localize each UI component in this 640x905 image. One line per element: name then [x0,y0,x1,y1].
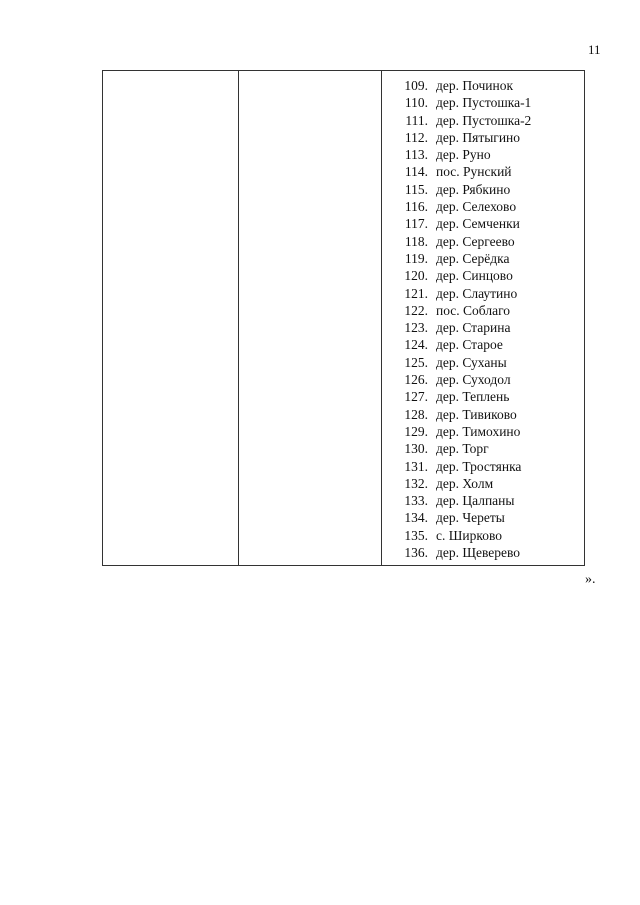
list-item [382,94,584,111]
item-number: 125. [404,354,428,370]
list-item [382,458,584,475]
item-number: 114. [404,164,428,180]
item-name: дер. Старое [436,337,503,353]
item-number: 122. [404,302,428,318]
item-number: 136. [404,545,428,561]
item-number: 128. [404,406,428,422]
item-name: дер. Починок [436,78,514,93]
item-number: 124. [404,337,428,353]
item-name: дер. Цалпаны [436,493,515,509]
closing-quote: ». [585,572,596,587]
item-name: дер. Холм [436,475,494,491]
item-number: 130. [404,441,428,457]
item-name: дер. Рябкино [436,181,511,197]
list-item [382,388,584,405]
item-name: дер. Суходол [436,372,511,388]
item-name: дер. Тимохино [436,423,521,439]
item-name: дер. Семченки [436,216,520,232]
item-number: 132. [404,475,428,491]
list-item [382,77,584,94]
list-item [382,492,584,509]
list-item [382,336,584,353]
item-name: дер. Череты [436,510,505,526]
list-item [382,371,584,388]
table-column-3 [382,71,584,565]
item-number: 110. [404,95,428,111]
item-number: 123. [404,320,428,336]
settlement-list [382,77,584,561]
list-item [382,354,584,371]
item-number: 115. [404,181,428,197]
item-name: дер. Тивиково [436,406,517,422]
item-name: дер. Старина [436,320,511,336]
item-number: 126. [404,372,428,388]
settlements-table [102,70,585,566]
list-item [382,233,584,250]
item-number: 113. [404,147,428,163]
item-name: дер. Щеверево [436,545,521,561]
list-item [382,302,584,319]
item-number: 127. [404,389,428,405]
item-name: дер. Серёдка [436,250,510,266]
list-item [382,544,584,561]
item-number: 133. [404,493,428,509]
list-item [382,250,584,267]
list-item [382,112,584,129]
item-name: дер. Пустошка-1 [436,95,532,111]
item-number: 118. [404,233,428,249]
item-number: 111. [405,112,428,128]
item-name: с. Ширково [436,527,502,543]
list-item [382,285,584,302]
item-name: дер. Пустошка-2 [436,112,532,128]
item-number: 119. [404,250,428,266]
item-name: дер. Селехово [436,199,517,215]
item-number: 120. [404,268,428,284]
table-column-1 [103,71,239,565]
item-name: дер. Слаутино [436,285,518,301]
item-number: 112. [404,129,428,145]
list-item [382,163,584,180]
item-name: дер. Теплень [436,389,510,405]
list-item [382,267,584,284]
list-item [382,146,584,163]
list-item [382,129,584,146]
item-name: дер. Руно [436,147,491,163]
item-name: дер. Тростянка [436,458,522,474]
list-item [382,406,584,423]
item-name: дер. Сергеево [436,233,515,249]
item-number: 109. [404,78,428,93]
item-name: дер. Суханы [436,354,507,370]
list-item [382,509,584,526]
item-number: 117. [404,216,428,232]
item-name: дер. Торг [436,441,489,457]
item-number: 131. [404,458,428,474]
item-number: 135. [404,527,428,543]
item-number: 121. [404,285,428,301]
item-number: 134. [404,510,428,526]
item-name: пос. Соблаго [436,302,511,318]
list-item [382,423,584,440]
list-item [382,319,584,336]
list-item [382,215,584,232]
item-number: 129. [404,423,428,439]
list-item [382,181,584,198]
list-item [382,198,584,215]
page-number: 11 [588,42,601,57]
table-column-2 [239,71,382,565]
item-name: пос. Рунский [436,164,512,180]
item-name: дер. Синцово [436,268,513,284]
list-item [382,440,584,457]
item-name: дер. Пятыгино [436,129,521,145]
item-number: 116. [404,199,428,215]
list-item [382,527,584,544]
list-item [382,475,584,492]
